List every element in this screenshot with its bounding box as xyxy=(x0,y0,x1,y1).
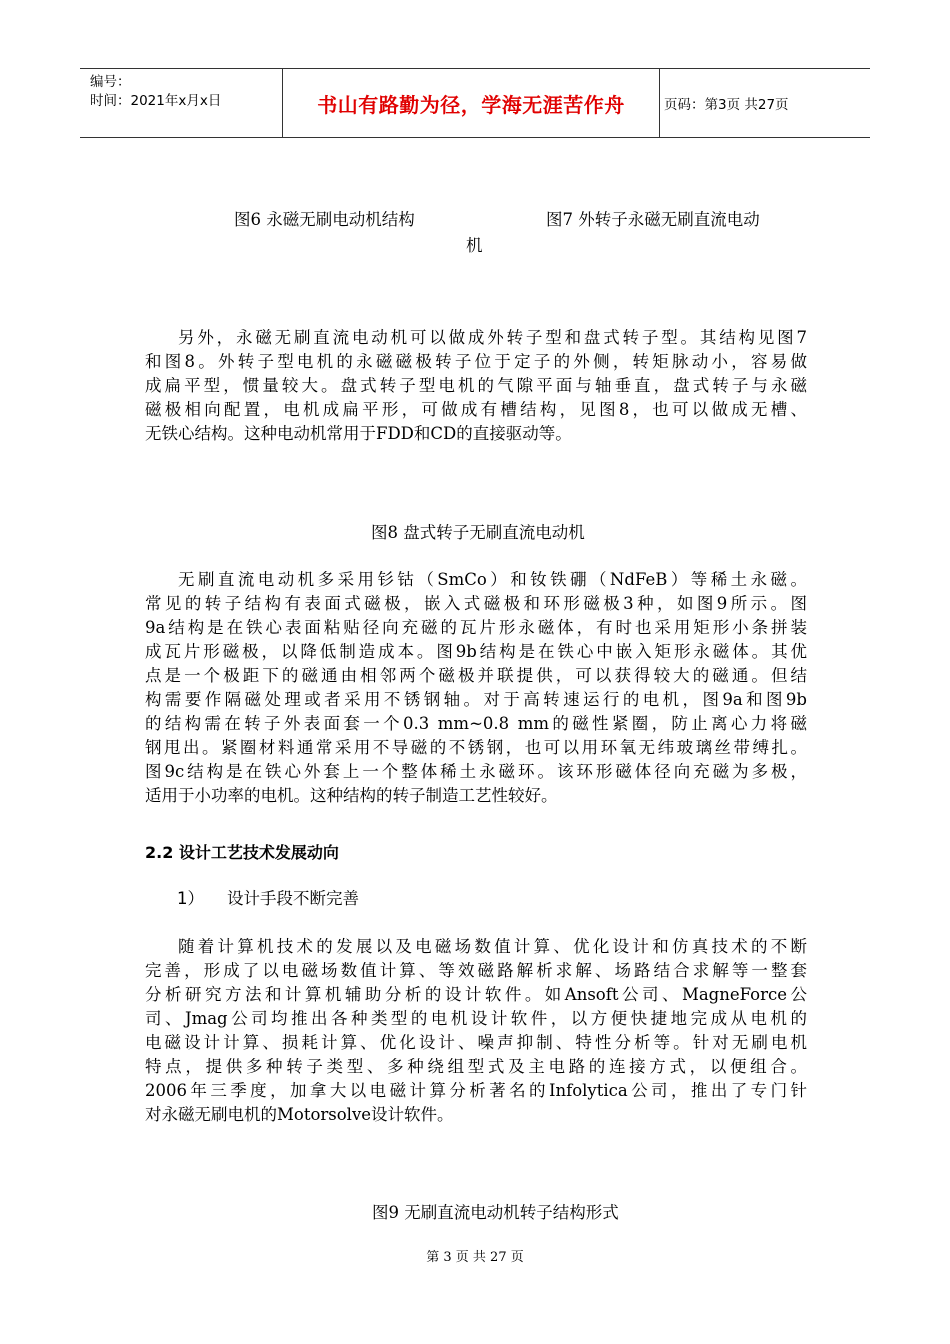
figure-7-caption: 图7 外转子永磁无刷直流电动 xyxy=(546,210,760,229)
paragraph-line: 常见的转子结构有表面式磁极，嵌入式磁极和环形磁极3种，如图9所示。图 xyxy=(145,594,807,613)
document-date: 时间：2021年x月x日 xyxy=(90,93,222,109)
paragraph-line: 无铁心结构。这种电动机常用于FDD和CD的直接驱动等。 xyxy=(145,424,572,443)
paragraph-line: 图9c结构是在铁心外套上一个整体稀土永磁环。该环形磁体径向充磁为多极， xyxy=(145,762,807,781)
paragraph-line: 和图8。外转子型电机的永磁磁极转子位于定子的外侧，转矩脉动小，容易做 xyxy=(145,352,807,371)
paragraph-line: 司、Jmag公司均推出各种类型的电机设计软件，以方便快捷地完成从电机的 xyxy=(145,1009,807,1028)
paragraph-line: 成扁平型，惯量较大。盘式转子型电机的气隙平面与轴垂直，盘式转子与永磁 xyxy=(145,376,807,395)
paragraph-line: 无刷直流电动机多采用钐钴（SmCo）和钕铁硼（NdFeB）等稀土永磁。 xyxy=(178,570,807,589)
paragraph-line: 磁极相向配置，电机成扁平形，可做成有槽结构，见图8，也可以做成无槽、 xyxy=(145,400,807,419)
list-item-text: 设计手段不断完善 xyxy=(227,889,359,908)
header-meta xyxy=(90,73,280,111)
list-item xyxy=(177,885,359,909)
paragraph-line: 另外，永磁无刷直流电动机可以做成外转子型和盘式转子型。其结构见图7 xyxy=(178,328,807,347)
paragraph-outer-rotor xyxy=(145,326,807,446)
paragraph-line: 对永磁无刷电机的Motorsolve设计软件。 xyxy=(145,1105,454,1124)
paragraph-line: 钢甩出。紧圈材料通常采用不导磁的不锈钢，也可以用环氧无纬玻璃丝带缚扎。 xyxy=(145,738,807,757)
paragraph-rotor-structure xyxy=(145,568,807,808)
paragraph-line: 随着计算机技术的发展以及电磁场数值计算、优化设计和仿真技术的不断 xyxy=(178,937,807,956)
paragraph-line: 2006年三季度，加拿大以电磁计算分析著名的Infolytica公司，推出了专门针 xyxy=(145,1081,807,1100)
figure-6-caption: 图6 永磁无刷电动机结构 xyxy=(234,210,415,229)
paragraph-line: 的结构需在转子外表面套一个0.3 mm~0.8 mm的磁性紧圈，防止离心力将磁 xyxy=(145,714,807,733)
list-item-number: 1） xyxy=(177,889,204,908)
paragraph-line: 完善，形成了以电磁场数值计算、等效磁路解析求解、场路结合求解等一整套 xyxy=(145,961,807,980)
paragraph-line: 构需要作隔磁处理或者采用不锈钢轴。对于高转速运行的电机，图9a和图9b xyxy=(145,690,807,709)
header-page-info: 页码：第3页 共27页 xyxy=(664,97,789,113)
paragraph-line: 电磁设计计算、损耗计算、优化设计、噪声抑制、特性分析等。针对无刷电机 xyxy=(145,1033,807,1052)
paragraph-line: 适用于小功率的电机。这种结构的转子制造工艺性较好。 xyxy=(145,786,558,805)
page-header xyxy=(80,68,870,138)
document-number-label: 编号： xyxy=(90,74,131,90)
figure-9-caption: 图9 无刷直流电动机转子结构形式 xyxy=(372,1203,619,1222)
paragraph-line: 成瓦片形磁极，以降低制造成本。图9b结构是在铁心中嵌入矩形永磁体。其优 xyxy=(145,642,807,661)
header-motto: 书山有路勤为径，学海无涯苦作舟 xyxy=(282,69,660,137)
paragraph-line: 分析研究方法和计算机辅助分析的设计软件。如Ansoft公司、MagneForce公 xyxy=(145,985,807,1004)
page-footer: 第 3 页 共 27 页 xyxy=(426,1250,524,1265)
figure-7-caption-continued: 机 xyxy=(466,236,483,255)
paragraph-line: 9a结构是在铁心表面粘贴径向充磁的瓦片形永磁体，有时也采用矩形小条拼装 xyxy=(145,618,807,637)
figure-8-caption: 图8 盘式转子无刷直流电动机 xyxy=(371,523,585,542)
paragraph-line: 点是一个极距下的磁通由相邻两个磁极并联提供，可以获得较大的磁通。但结 xyxy=(145,666,807,685)
section-heading: 2.2 设计工艺技术发展动向 xyxy=(145,843,339,862)
paragraph-design-software xyxy=(145,935,807,1127)
paragraph-line: 特点，提供多种转子类型、多种绕组型式及主电路的连接方式，以便组合。 xyxy=(145,1057,807,1076)
